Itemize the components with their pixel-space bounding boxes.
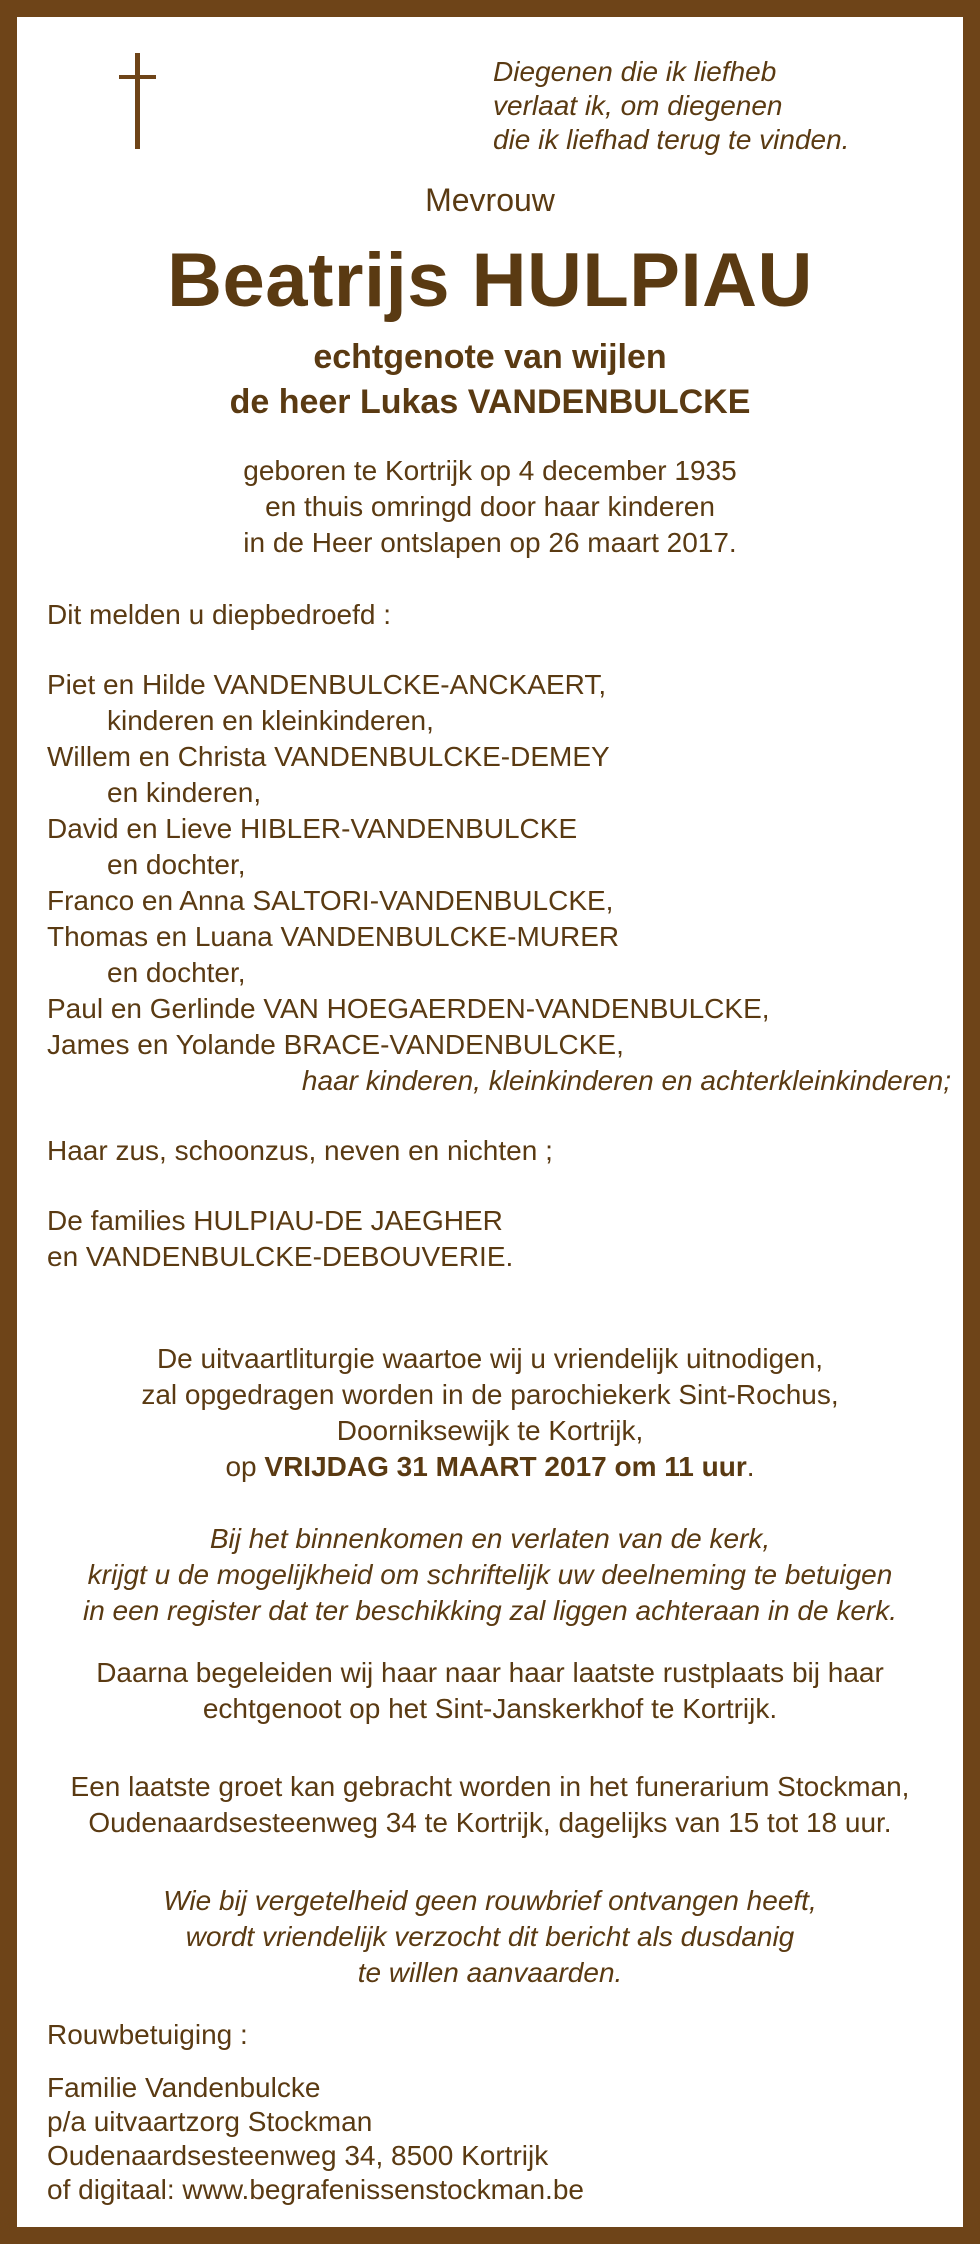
funeral-line: Doorniksewijk te Kortrijk, xyxy=(336,1415,644,1446)
funeral-date-suffix: . xyxy=(746,1451,755,1482)
funeral-date: VRIJDAG 31 MAART 2017 om 11 uur xyxy=(264,1451,747,1482)
family-line: Thomas en Luana VANDENBULCKE-MURER xyxy=(47,921,620,952)
family-closing: haar kinderen, kleinkinderen en achterkleinkinderen; xyxy=(301,1065,951,1096)
family-line: James en Yolande BRACE-VANDENBULCKE, xyxy=(47,1029,624,1060)
family-line: en kinderen, xyxy=(107,777,262,808)
condolence-address xyxy=(47,2071,584,2207)
condolence-line: Familie Vandenbulcke xyxy=(47,2072,321,2103)
family-line: David en Lieve HIBLER-VANDENBULCKE xyxy=(47,813,578,844)
rest-line: echtgenoot op het Sint-Janskerkhof te Kortrijk. xyxy=(202,1693,778,1724)
last-greeting-info xyxy=(17,1769,963,1841)
birth-line: en thuis omringd door haar kinderen xyxy=(265,491,715,522)
condolence-line: p/a uitvaartzorg Stockman xyxy=(47,2106,373,2137)
family-line: Paul en Gerlinde VAN HOEGAERDEN-VANDENBULCKE, xyxy=(47,993,770,1024)
funeral-date-prefix: op xyxy=(225,1451,265,1482)
obituary-card xyxy=(17,17,963,2227)
birth-line: in de Heer ontslapen op 26 maart 2017. xyxy=(243,527,737,558)
family-line: Franco en Anna SALTORI-VANDENBULCKE, xyxy=(47,885,614,916)
funeral-info xyxy=(17,1341,963,1485)
family-line: Piet en Hilde VANDENBULCKE-ANCKAERT, xyxy=(47,669,607,700)
spouse-line: de heer Lukas VANDENBULCKE xyxy=(229,383,751,421)
funeral-date-line xyxy=(17,1449,963,1485)
notice-line: Wie bij vergetelheid geen rouwbrief ontvangen heeft, xyxy=(163,1885,817,1916)
spouse-info xyxy=(17,335,963,425)
quote-line: Diegenen die ik liefheb xyxy=(493,56,777,87)
family-list xyxy=(47,667,951,1099)
spouse-line: echtgenote van wijlen xyxy=(313,338,667,376)
condolence-website: of digitaal: www.begrafenissenstockman.be xyxy=(47,2174,584,2205)
birth-line: geboren te Kortrijk op 4 december 1935 xyxy=(243,455,737,486)
notice-info xyxy=(17,1883,963,1991)
funeral-line: De uitvaartliturgie waartoe wij u vriendelijk uitnodigen, xyxy=(156,1343,824,1374)
cross-icon xyxy=(109,53,169,149)
family-line: Willem en Christa VANDENBULCKE-DEMEY xyxy=(47,741,610,772)
announcement: Dit melden u diepbedroefd : xyxy=(47,599,391,630)
funeral-line: zal opgedragen worden in de parochiekerk Sint-Rochus, xyxy=(141,1379,839,1410)
families-line: De families HULPIAU-DE JAEGHER xyxy=(47,1205,503,1236)
opening-quote xyxy=(493,55,849,157)
quote-line: verlaat ik, om diegenen xyxy=(493,90,783,121)
greeting-line: Oudenaardsesteenweg 34 te Kortrijk, dagelijks van 15 tot 18 uur. xyxy=(88,1807,892,1838)
notice-line: wordt vriendelijk verzocht dit bericht als dusdanig xyxy=(185,1921,795,1952)
families-line: en VANDENBULCKE-DEBOUVERIE. xyxy=(47,1241,514,1272)
salutation: Mevrouw xyxy=(425,182,555,218)
notice-line: te willen aanvaarden. xyxy=(357,1957,623,1988)
condolence-heading: Rouwbetuiging : xyxy=(47,2019,248,2050)
quote-line: die ik liefhad terug te vinden. xyxy=(493,124,850,155)
greeting-line: Een laatste groet kan gebracht worden in het funerarium Stockman, xyxy=(70,1771,910,1802)
rest-line: Daarna begeleiden wij haar naar haar laatste rustplaats bij haar xyxy=(96,1657,884,1688)
register-line: in een register dat ter beschikking zal liggen achteraan in de kerk. xyxy=(82,1595,898,1626)
condolence-line: Oudenaardsesteenweg 34, 8500 Kortrijk xyxy=(47,2140,549,2171)
register-line: Bij het binnenkomen en verlaten van de kerk, xyxy=(209,1523,771,1554)
family-line: en dochter, xyxy=(107,849,246,880)
family-line: en dochter, xyxy=(107,957,246,988)
register-line: krijgt u de mogelijkheid om schriftelijk uw deelneming te betuigen xyxy=(87,1559,893,1590)
deceased-name: Beatrijs HULPIAU xyxy=(167,238,813,323)
birth-death-info xyxy=(17,453,963,561)
family-line: kinderen en kleinkinderen, xyxy=(107,705,434,736)
families-block xyxy=(47,1203,513,1275)
siblings-line: Haar zus, schoonzus, neven en nichten ; xyxy=(47,1135,553,1166)
resting-place-info xyxy=(17,1655,963,1727)
register-info xyxy=(17,1521,963,1629)
